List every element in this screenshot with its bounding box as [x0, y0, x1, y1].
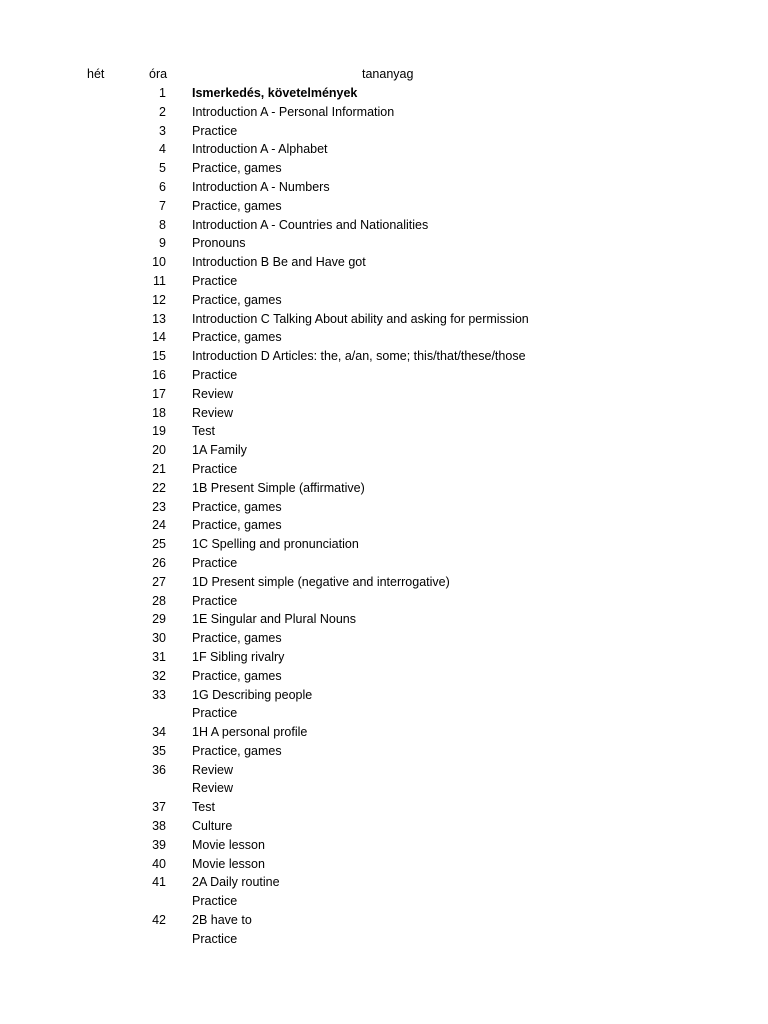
table-row: [0, 817, 768, 836]
lesson-topic: Movie lesson: [192, 837, 265, 852]
lesson-topic: Practice, games: [192, 668, 282, 683]
lesson-number: 23: [152, 499, 166, 514]
table-row: [0, 836, 768, 855]
lesson-number: 38: [152, 819, 166, 834]
lesson-number: 18: [152, 405, 166, 420]
table-row: [0, 855, 768, 874]
lesson-topic: Practice: [192, 706, 238, 721]
table-row: [0, 441, 768, 460]
lesson-topic: Introduction B Be and Have got: [192, 255, 366, 270]
lesson-topic: 1F Sibling rivalry: [192, 649, 285, 664]
table-row: [0, 272, 768, 291]
table-row: [0, 366, 768, 385]
lesson-topic: Ismerkedés, követelmények: [192, 86, 358, 100]
lesson-topic: Practice, games: [192, 631, 282, 646]
lesson-number: 7: [159, 198, 166, 213]
table-row: [0, 404, 768, 423]
lesson-number: 16: [152, 367, 166, 382]
lesson-number: 29: [152, 612, 166, 627]
lesson-topic: Review: [192, 762, 233, 777]
table-row: [0, 911, 768, 930]
table-row: [0, 234, 768, 253]
table-row: [0, 629, 768, 648]
lesson-topic: Movie lesson: [192, 856, 265, 871]
lesson-topic: 1A Family: [192, 443, 247, 458]
lesson-number: 3: [159, 123, 166, 138]
lesson-number: 9: [159, 236, 166, 251]
table-row: [0, 648, 768, 667]
lesson-topic: Review: [192, 781, 233, 796]
table-row: [0, 761, 768, 780]
lesson-number: 13: [152, 311, 166, 326]
table-row: [0, 479, 768, 498]
lesson-topic: Practice: [192, 593, 238, 608]
lesson-number: 36: [152, 762, 166, 777]
lesson-topic: 2B have to: [192, 913, 252, 928]
table-row: [0, 159, 768, 178]
table-row: [0, 385, 768, 404]
lesson-topic: Introduction A - Personal Information: [192, 104, 395, 119]
lesson-number: 30: [152, 631, 166, 646]
lesson-number: 25: [152, 537, 166, 552]
lesson-number: 42: [152, 913, 166, 928]
table-row: [0, 140, 768, 159]
lesson-topic: Practice, games: [192, 743, 282, 758]
table-row: [0, 103, 768, 122]
table-row: [0, 873, 768, 892]
lesson-number: 22: [152, 480, 166, 495]
lesson-topic: 1E Singular and Plural Nouns: [192, 612, 356, 627]
lesson-number: 31: [152, 649, 166, 664]
lesson-topic: Test: [192, 800, 215, 815]
table-row: [0, 253, 768, 272]
lesson-topic: 1G Describing people: [192, 687, 313, 702]
lesson-topic: Review: [192, 386, 233, 401]
table-row: [0, 347, 768, 366]
table-row: [0, 291, 768, 310]
lesson-number: 35: [152, 743, 166, 758]
lesson-table: [0, 84, 768, 949]
lesson-number: 8: [159, 217, 166, 232]
lesson-topic: Test: [192, 424, 215, 439]
lesson-number: 15: [152, 349, 166, 364]
lesson-number: 6: [159, 179, 166, 194]
lesson-topic: Practice: [192, 931, 238, 946]
table-row: [0, 328, 768, 347]
lesson-number: 37: [152, 800, 166, 815]
lesson-topic: Practice, games: [192, 198, 282, 213]
table-row: [0, 798, 768, 817]
lesson-topic: Practice: [192, 461, 238, 476]
table-row: [0, 592, 768, 611]
lesson-number: 1: [159, 86, 166, 100]
lesson-number: 11: [153, 273, 166, 288]
column-header-het: hét: [87, 67, 105, 81]
table-row: [0, 178, 768, 197]
lesson-topic: Practice: [192, 123, 238, 138]
lesson-topic: Practice, games: [192, 161, 282, 176]
table-row: [0, 686, 768, 705]
lesson-number: 40: [152, 856, 166, 871]
table-row: [0, 742, 768, 761]
table-row: [0, 610, 768, 629]
lesson-topic: 1B Present Simple (affirmative): [192, 480, 365, 495]
table-row: [0, 460, 768, 479]
lesson-topic: Practice, games: [192, 499, 282, 514]
lesson-topic: Introduction C Talking About ability and asking for permission: [192, 311, 529, 326]
lesson-number: 5: [159, 161, 166, 176]
lesson-number: 33: [152, 687, 166, 702]
lesson-topic: Introduction A - Numbers: [192, 179, 330, 194]
lesson-topic: Practice, games: [192, 330, 282, 345]
lesson-number: 34: [152, 725, 166, 740]
table-row: [0, 930, 768, 949]
lesson-topic: Practice: [192, 894, 238, 909]
table-row: [0, 704, 768, 723]
table-row: [0, 723, 768, 742]
lesson-topic: Introduction A - Countries and Nationalities: [192, 217, 429, 232]
lesson-number: 28: [152, 593, 166, 608]
table-row: [0, 554, 768, 573]
lesson-number: 26: [152, 555, 166, 570]
lesson-topic: Practice, games: [192, 518, 282, 533]
lesson-number: 27: [152, 574, 166, 589]
lesson-number: 24: [152, 518, 166, 533]
lesson-topic: Review: [192, 405, 233, 420]
lesson-number: 19: [152, 424, 166, 439]
table-row: [0, 216, 768, 235]
table-row: [0, 422, 768, 441]
table-row: [0, 310, 768, 329]
table-row: [0, 573, 768, 592]
table-row: [0, 498, 768, 517]
lesson-topic: Practice, games: [192, 292, 282, 307]
lesson-topic: 1H A personal profile: [192, 725, 308, 740]
lesson-topic: Practice: [192, 555, 238, 570]
lesson-topic: Introduction D Articles: the, a/an, some; this/that/these/those: [192, 349, 526, 364]
lesson-topic: 1D Present simple (negative and interrogative): [192, 574, 450, 589]
table-row: [0, 892, 768, 911]
lesson-number: 2: [159, 104, 166, 119]
lesson-topic: 2A Daily routine: [192, 875, 280, 890]
lesson-number: 14: [152, 330, 166, 345]
lesson-number: 10: [152, 255, 166, 270]
table-row: [0, 779, 768, 798]
lesson-topic: Practice: [192, 367, 238, 382]
lesson-topic: 1C Spelling and pronunciation: [192, 537, 359, 552]
lesson-number: 4: [159, 142, 166, 157]
table-row: [0, 84, 768, 103]
lesson-number: 21: [152, 461, 166, 476]
table-row: [0, 197, 768, 216]
table-row: [0, 535, 768, 554]
lesson-number: 20: [152, 443, 166, 458]
lesson-topic: Culture: [192, 819, 233, 834]
lesson-number: 12: [152, 292, 166, 307]
lesson-topic: Practice: [192, 273, 238, 288]
lesson-number: 41: [152, 875, 166, 890]
table-row: [0, 516, 768, 535]
column-header-tananyag: tananyag: [362, 67, 414, 81]
lesson-number: 39: [152, 837, 166, 852]
lesson-number: 32: [152, 668, 166, 683]
table-row: [0, 122, 768, 141]
lesson-topic: Pronouns: [192, 236, 246, 251]
table-row: [0, 667, 768, 686]
lesson-number: 17: [152, 386, 166, 401]
lesson-topic: Introduction A - Alphabet: [192, 142, 328, 157]
column-header-ora: óra: [149, 67, 168, 81]
